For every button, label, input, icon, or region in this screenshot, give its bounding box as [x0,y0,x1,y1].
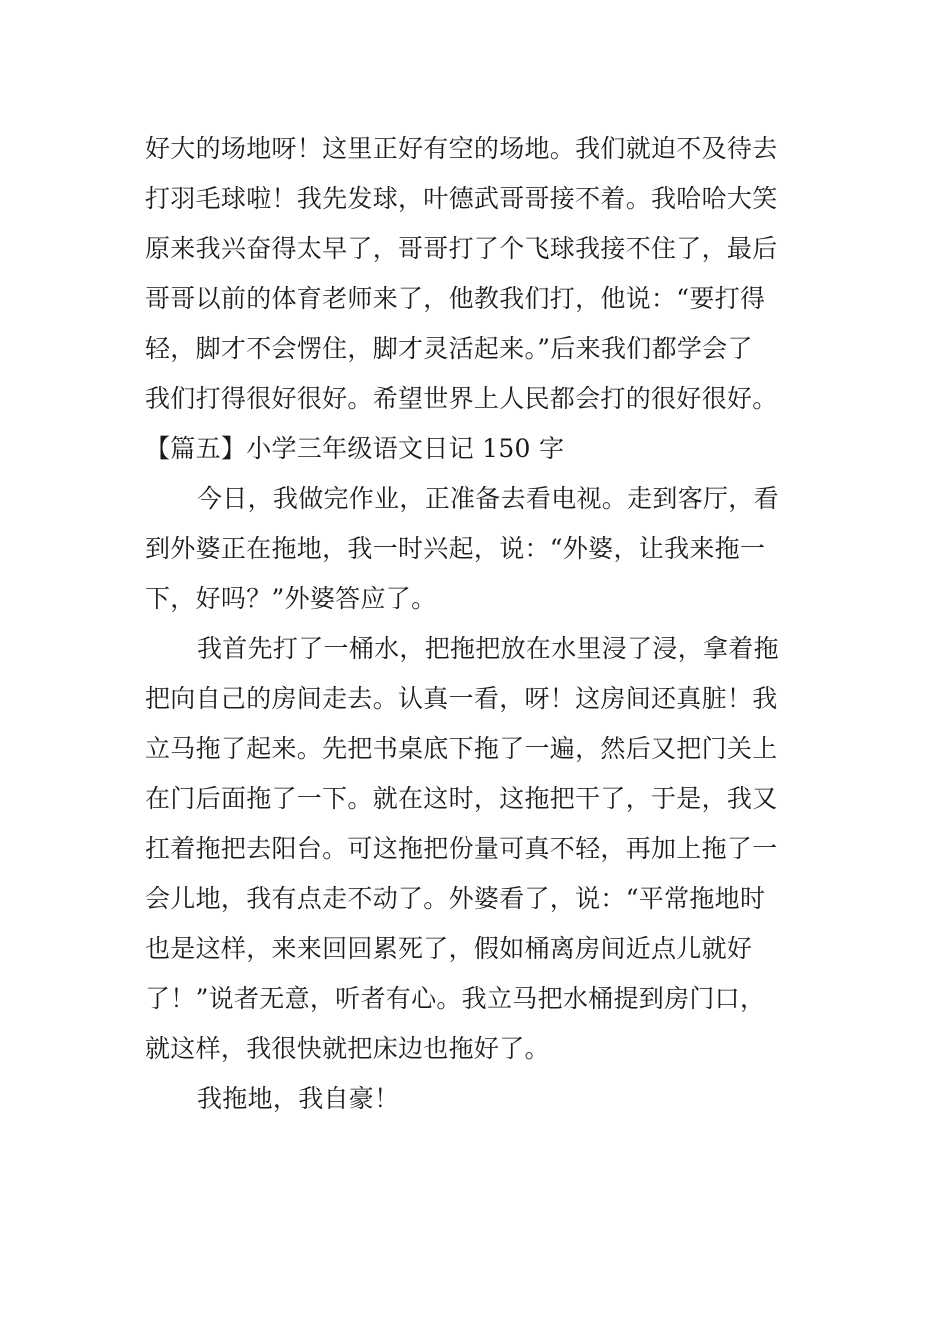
text-line: 到外婆正在拖地，我一时兴起，说：“外婆，让我来拖一 [145,534,766,563]
text-line: 原来我兴奋得太早了，哥哥打了个飞球我接不住了，最后 [145,234,778,263]
text-line: 今日，我做完作业，正准备去看电视。走到客厅，看 [197,484,779,513]
text-line: 就这样，我很快就把床边也拖好了。 [145,1034,550,1063]
text-line: 立马拖了起来。先把书桌底下拖了一遍，然后又把门关上 [145,734,778,763]
text-line: 了！”说者无意，听者有心。我立马把水桶提到房门口， [145,984,766,1013]
paragraph-previous [145,124,809,424]
document-body [145,124,809,1124]
text-line: 好大的场地呀！这里正好有空的场地。我们就迫不及待去 [145,134,778,163]
text-line: 哥哥以前的体育老师来了，他教我们打，他说：“要打得 [145,284,766,313]
text-line: 也是这样，来来回回累死了，假如桶离房间近点儿就好 [145,934,753,963]
text-line: 我们打得很好很好。希望世界上人民都会打的很好很好。 [145,384,778,413]
text-line: 扛着拖把去阳台。可这拖把份量可真不轻，再加上拖了一 [145,834,778,863]
section-heading: 【篇五】小学三年级语文日记 150 字 [145,434,565,463]
paragraph-1 [145,474,809,624]
paragraph-3 [145,1074,809,1124]
text-line: 打羽毛球啦！我先发球，叶德武哥哥接不着。我哈哈大笑 [145,184,778,213]
text-line: 轻，脚才不会愣住，脚才灵活起来。”后来我们都学会了 [145,334,753,363]
text-line: 把向自己的房间走去。认真一看，呀！这房间还真脏！我 [145,684,778,713]
text-line: 下，好吗？”外婆答应了。 [145,584,437,613]
text-line: 会儿地，我有点走不动了。外婆看了，说：“平常拖地时 [145,884,766,913]
text-line: 我拖地，我自豪！ [197,1084,400,1113]
paragraph-2 [145,624,809,1074]
text-line: 我首先打了一桶水，把拖把放在水里浸了浸，拿着拖 [197,634,779,663]
text-line: 在门后面拖了一下。就在这时，这拖把干了，于是，我又 [145,784,778,813]
